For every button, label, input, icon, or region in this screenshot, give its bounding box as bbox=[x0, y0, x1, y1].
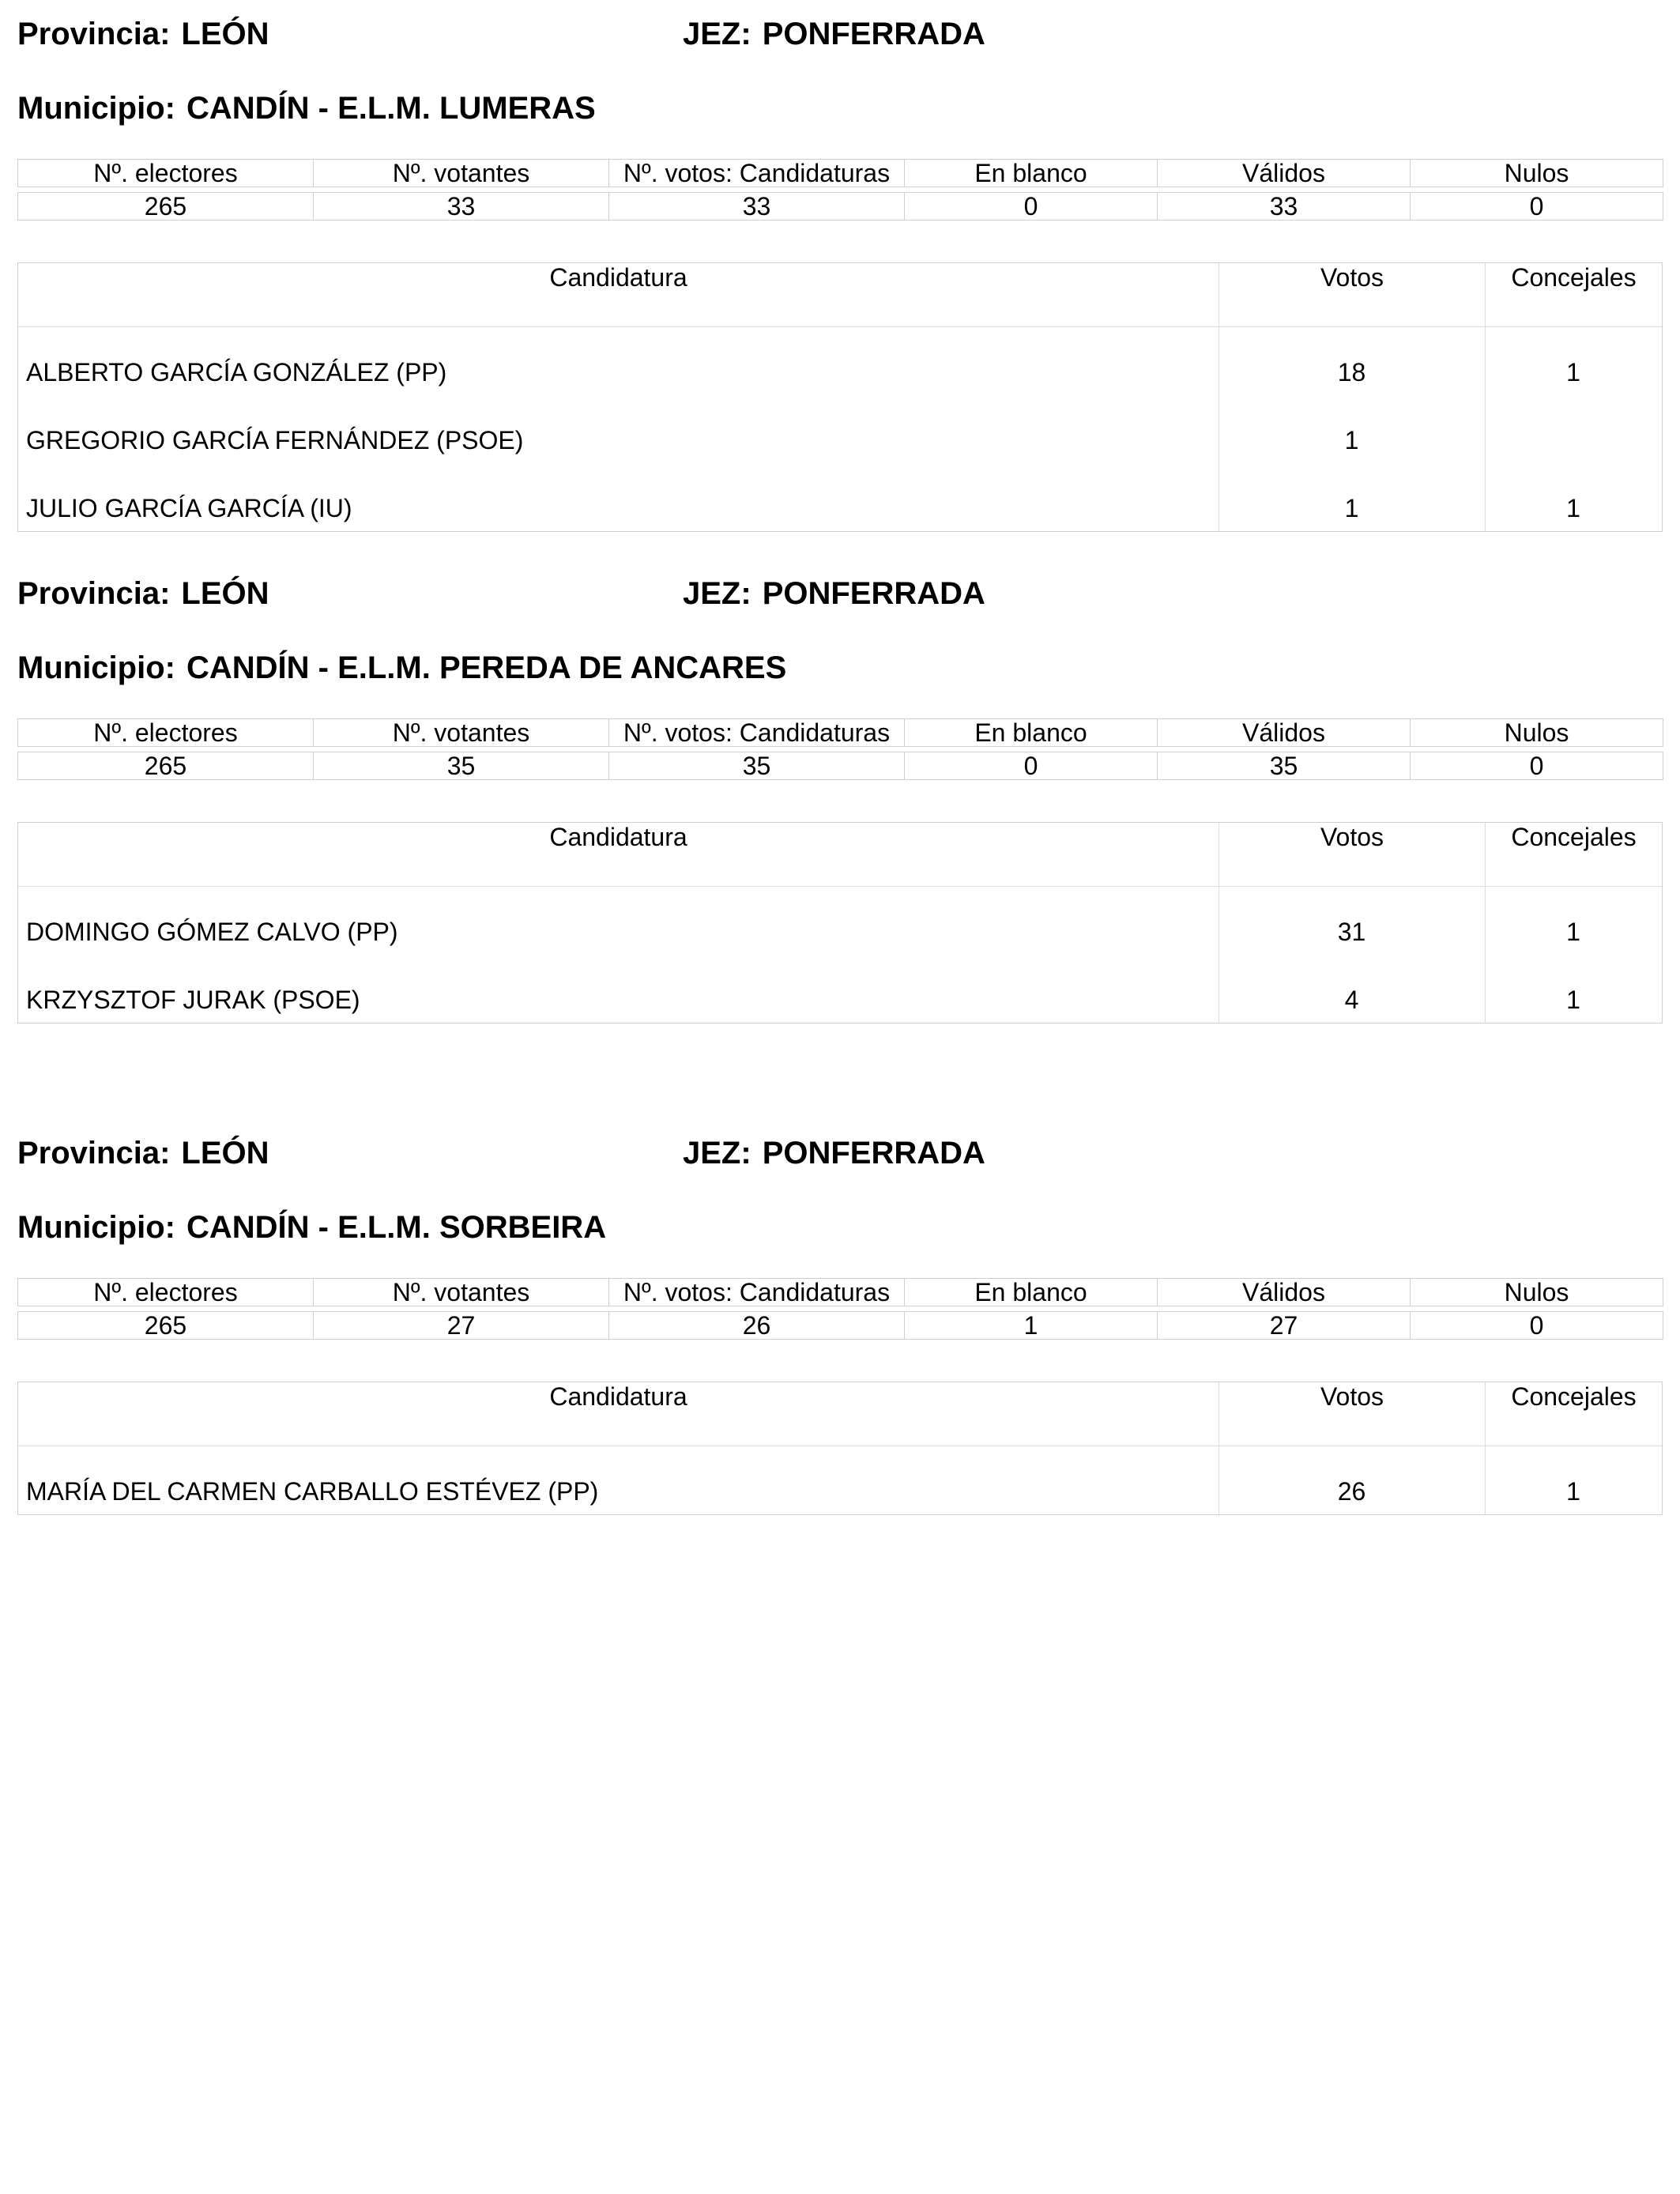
stats-value-cell: 27 bbox=[314, 1312, 609, 1340]
stats-header-cell: En blanco bbox=[905, 719, 1158, 747]
stats-header-cell: Nulos bbox=[1411, 1279, 1663, 1306]
stats-value-cell: 0 bbox=[1411, 752, 1663, 780]
stats-header-cell: Nº. electores bbox=[18, 1279, 314, 1306]
candidate-name: KRZYSZTOF JURAK (PSOE) bbox=[26, 986, 360, 1014]
municipio-label: Municipio: bbox=[17, 1210, 175, 1245]
candidate-row bbox=[18, 955, 1662, 1023]
candidate-concejales: 1 bbox=[1566, 358, 1580, 386]
header-candidatura: Candidatura bbox=[549, 263, 687, 292]
candidates-header bbox=[18, 263, 1662, 327]
stats-value-cell: 0 bbox=[905, 193, 1158, 221]
stats-table bbox=[17, 159, 1663, 221]
jez-label: JEZ: bbox=[683, 17, 751, 51]
candidates-table bbox=[17, 822, 1663, 1023]
jez-label: JEZ: bbox=[683, 1136, 751, 1171]
municipio-value: CANDÍN - E.L.M. PEREDA DE ANCARES bbox=[186, 650, 787, 685]
candidate-name: GREGORIO GARCÍA FERNÁNDEZ (PSOE) bbox=[26, 426, 524, 454]
municipio-label: Municipio: bbox=[17, 91, 175, 126]
stats-value-cell: 0 bbox=[905, 752, 1158, 780]
stats-value-cell: 265 bbox=[18, 193, 314, 221]
jez-value: PONFERRADA bbox=[762, 1136, 985, 1171]
municipio-line bbox=[17, 90, 596, 126]
candidate-votos: 18 bbox=[1337, 358, 1366, 386]
candidates-body bbox=[18, 327, 1662, 531]
stats-header-cell: Nº. electores bbox=[18, 160, 314, 187]
stats-value-cell: 26 bbox=[609, 1312, 905, 1340]
candidate-name: DOMINGO GÓMEZ CALVO (PP) bbox=[26, 918, 398, 946]
stats-header-cell: Nº. votos: Candidaturas bbox=[609, 1279, 905, 1306]
provincia-label: Provincia: bbox=[17, 17, 171, 51]
candidates-body bbox=[18, 1446, 1662, 1514]
jez-line bbox=[683, 575, 985, 612]
provincia-line bbox=[17, 575, 269, 612]
stats-value-cell: 0 bbox=[1411, 193, 1663, 221]
jez-label: JEZ: bbox=[683, 576, 751, 611]
stats-value-cell: 35 bbox=[609, 752, 905, 780]
candidate-votos: 1 bbox=[1344, 426, 1359, 454]
municipio-value: CANDÍN - E.L.M. SORBEIRA bbox=[186, 1210, 607, 1245]
provincia-value: LEÓN bbox=[181, 17, 269, 51]
candidate-votos: 1 bbox=[1344, 494, 1359, 522]
candidates-body bbox=[18, 887, 1662, 1023]
stats-header-cell: Nº. votantes bbox=[314, 160, 609, 187]
header-candidatura: Candidatura bbox=[549, 823, 687, 851]
stats-header-cell: En blanco bbox=[905, 1279, 1158, 1306]
stats-header-row bbox=[18, 160, 1663, 187]
candidate-row bbox=[18, 887, 1662, 955]
stats-header-cell: Nulos bbox=[1411, 160, 1663, 187]
stats-value-row bbox=[18, 1312, 1663, 1340]
candidate-votos: 26 bbox=[1337, 1477, 1366, 1506]
candidates-header bbox=[18, 1382, 1662, 1446]
candidate-name: JULIO GARCÍA GARCÍA (IU) bbox=[26, 494, 352, 522]
stats-table bbox=[17, 1278, 1663, 1340]
stats-header-cell: Nº. votos: Candidaturas bbox=[609, 160, 905, 187]
provincia-line bbox=[17, 1135, 269, 1171]
municipio-line bbox=[17, 1209, 606, 1246]
stats-value-cell: 27 bbox=[1158, 1312, 1411, 1340]
stats-value-cell: 265 bbox=[18, 1312, 314, 1340]
stats-value-cell: 33 bbox=[609, 193, 905, 221]
stats-value-cell: 35 bbox=[314, 752, 609, 780]
candidate-row bbox=[18, 395, 1662, 463]
candidate-name: MARÍA DEL CARMEN CARBALLO ESTÉVEZ (PP) bbox=[26, 1477, 599, 1506]
candidate-row bbox=[18, 1446, 1662, 1514]
candidates-table bbox=[17, 1382, 1663, 1515]
jez-value: PONFERRADA bbox=[762, 17, 985, 51]
stats-header-cell: Nulos bbox=[1411, 719, 1663, 747]
stats-value-cell: 1 bbox=[905, 1312, 1158, 1340]
stats-table bbox=[17, 718, 1663, 780]
jez-value: PONFERRADA bbox=[762, 576, 985, 611]
header-votos: Votos bbox=[1219, 263, 1485, 326]
stats-header-row bbox=[18, 1279, 1663, 1306]
stats-header-row bbox=[18, 719, 1663, 747]
stats-value-cell: 0 bbox=[1411, 1312, 1663, 1340]
candidate-votos: 4 bbox=[1344, 986, 1359, 1014]
provincia-value: LEÓN bbox=[181, 576, 269, 611]
municipio-line bbox=[17, 650, 786, 686]
candidates-header bbox=[18, 823, 1662, 887]
header-concejales: Concejales bbox=[1485, 1382, 1662, 1446]
stats-header-cell: Nº. votos: Candidaturas bbox=[609, 719, 905, 747]
candidate-row bbox=[18, 463, 1662, 531]
stats-value-cell: 33 bbox=[1158, 193, 1411, 221]
jez-line bbox=[683, 1135, 985, 1171]
provincia-line bbox=[17, 16, 269, 52]
header-concejales: Concejales bbox=[1485, 823, 1662, 886]
stats-header-cell: En blanco bbox=[905, 160, 1158, 187]
candidates-table bbox=[17, 262, 1663, 532]
header-votos: Votos bbox=[1219, 1382, 1485, 1446]
provincia-value: LEÓN bbox=[181, 1136, 269, 1171]
candidate-concejales: 1 bbox=[1566, 494, 1580, 522]
stats-header-cell: Nº. votantes bbox=[314, 1279, 609, 1306]
candidate-concejales: 1 bbox=[1566, 1477, 1580, 1506]
candidate-name: ALBERTO GARCÍA GONZÁLEZ (PP) bbox=[26, 358, 447, 386]
header-concejales: Concejales bbox=[1485, 263, 1662, 326]
header-votos: Votos bbox=[1219, 823, 1485, 886]
stats-value-cell: 35 bbox=[1158, 752, 1411, 780]
stats-header-cell: Válidos bbox=[1158, 719, 1411, 747]
stats-header-cell: Válidos bbox=[1158, 160, 1411, 187]
stats-header-cell: Nº. electores bbox=[18, 719, 314, 747]
stats-header-cell: Válidos bbox=[1158, 1279, 1411, 1306]
stats-value-cell: 33 bbox=[314, 193, 609, 221]
candidate-concejales: 1 bbox=[1566, 918, 1580, 946]
jez-line bbox=[683, 16, 985, 52]
header-candidatura: Candidatura bbox=[549, 1382, 687, 1411]
stats-value-row bbox=[18, 193, 1663, 221]
provincia-label: Provincia: bbox=[17, 1136, 171, 1171]
candidate-votos: 31 bbox=[1337, 918, 1366, 946]
candidate-concejales: 1 bbox=[1566, 986, 1580, 1014]
stats-header-cell: Nº. votantes bbox=[314, 719, 609, 747]
stats-value-row bbox=[18, 752, 1663, 780]
municipio-value: CANDÍN - E.L.M. LUMERAS bbox=[186, 91, 596, 126]
candidate-row bbox=[18, 327, 1662, 395]
provincia-label: Provincia: bbox=[17, 576, 171, 611]
stats-value-cell: 265 bbox=[18, 752, 314, 780]
municipio-label: Municipio: bbox=[17, 650, 175, 685]
